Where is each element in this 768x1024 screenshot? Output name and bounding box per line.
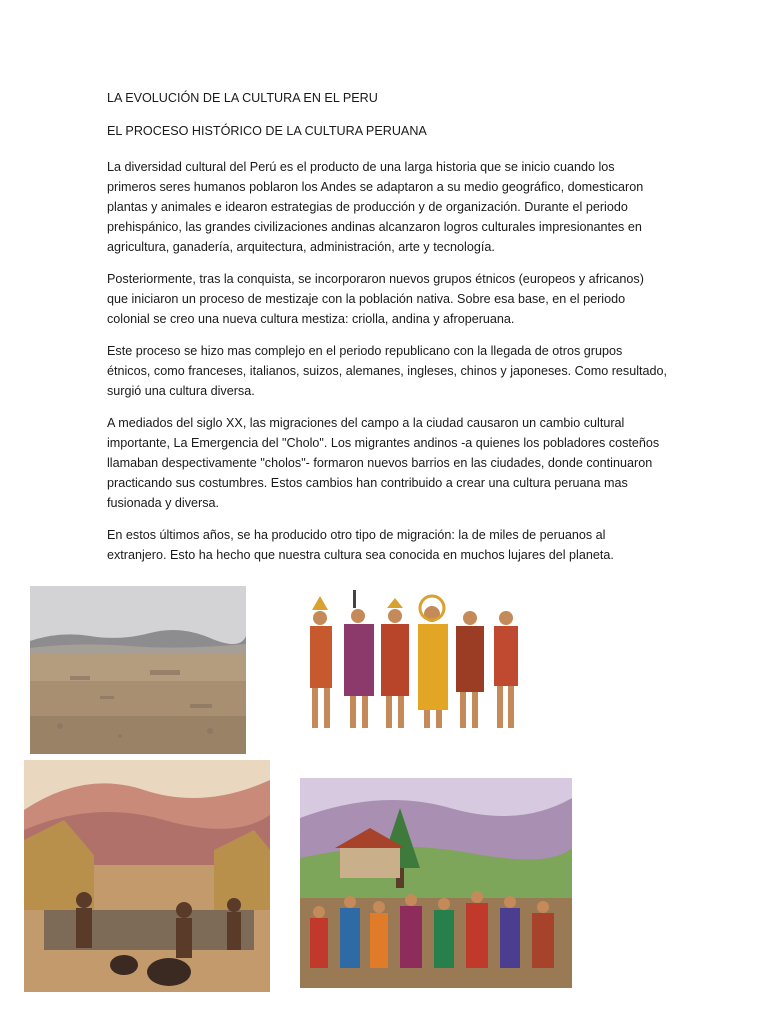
document-text: [107, 90, 667, 577]
paragraph-5: En estos últimos años, se ha producido otro tipo de migración: la de miles de peruanos al extranjero. Esto ha hecho que nuestra cultura sea conocida en muchos lujares del planeta.: [107, 528, 614, 562]
paragraph-4: A mediados del siglo XX, las migraciones del campo a la ciudad causaron un cambio cultural importante, La Emergencia del "Cholo". Los migrantes andinos -a quienes los pobladores costeños llamaban despectivamente "cholos"- formaron nuevos barrios en las ciudades, donde continuaron practicando sus costumbres. Estos cambios han contribuido a crear una cultura peruana mas fusionada y diversa.: [107, 416, 660, 510]
desert-ruins-photo: [30, 586, 246, 754]
paragraph-2: Posteriormente, tras la conquista, se incorporaron nuevos grupos étnicos (europeos y africanos) que iniciaron un proceso de mestizaje con la población nativa. Sobre esa base, en el periodo colonial se creo una nueva cultura mestiza: criolla, andina y afroperuana.: [107, 272, 644, 326]
highland-gathering-painting: [300, 778, 572, 988]
andean-village-painting: [24, 760, 270, 992]
document-subtitle: EL PROCESO HISTÓRICO DE LA CULTURA PERUANA: [107, 124, 427, 138]
paragraph-1: La diversidad cultural del Perú es el producto de una larga historia que se inicio cuando los primeros seres humanos poblaron los Andes se adaptaron a su medio geográfico, domesticaron plantas y animales e idearon estrategias de producción y de organización. Durante el periodo prehispánico, las grandes civilizaciones andinas alcanzaron logros culturales impresionantes en agricultura, ganadería, arquitectura, administración, arte y tecnología.: [107, 160, 644, 254]
paragraph-3: Este proceso se hizo mas complejo en el periodo republicano con la llegada de otros grupos étnicos, como franceses, italianos, suizos, alemanes, ingleses, chinos y japoneses. Como resultado, surgió una cultura diversa.: [107, 344, 668, 398]
document-title: LA EVOLUCIÓN DE LA CULTURA EN EL PERU: [107, 91, 378, 105]
inca-figures-illustration: [298, 586, 530, 738]
